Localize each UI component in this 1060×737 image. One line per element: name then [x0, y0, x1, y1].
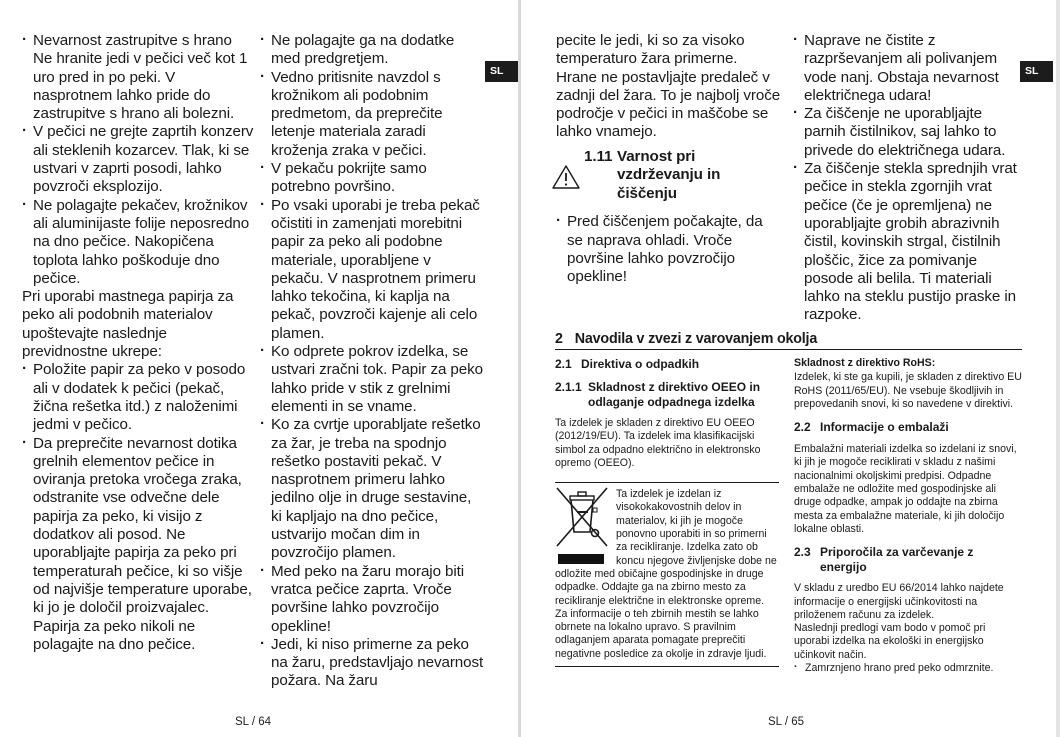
- warning-triangle-icon: [551, 164, 581, 190]
- page-edge: [1056, 0, 1060, 737]
- paragraph: V skladu z uredbo EU 66/2014 lahko najdete informacije o energijski učinkovitosti na priloženem računu za izdelek.: [794, 582, 1004, 621]
- language-tab: SL: [485, 61, 518, 82]
- section-heading-1-11: [556, 148, 781, 204]
- section-title: Navodila v zvezi z varovanjem okolja: [574, 331, 818, 347]
- list-item: · Nevarnost zastrupitve s hrano Ne hranite jedi v pečici več kot 1 uro pred in po peki. V nasprotnem lahko pride do zastrupitve s hrano ali bolezni.: [22, 32, 254, 123]
- rohs-heading: Skladnost z direktivo RoHS:: [794, 357, 936, 369]
- left-page: [0, 0, 518, 737]
- section-heading-2-1-1: 2.1.1 Skladnost z direktivo OEEO in odlaganje odpadnega izdelka: [555, 380, 761, 409]
- list-item: · Naprave ne čistite z razprševanjem ali polivanjem vode nanj. Obstaja nevarnost električnega udara!: [793, 32, 1023, 105]
- section-number: 1.11: [584, 147, 613, 165]
- right-column-2: [793, 32, 1023, 325]
- paragraph: Naslednji predlogi vam bodo v pomoč pri uporabi izdelka na ekološki in energijsko učinkovit način.: [794, 622, 986, 661]
- paragraph: Embalažni materiali izdelka so izdelani iz snovi, ki jih je mogoče reciklirati v skladu z našimi nacionalnimi okoljskimi predpisi. Odpadne embalaže ne odložite med gospodinjske ali druge odpadke, ampak jo oddajte na zbirna mesta za embalažne materiale, ki jih določijo lokalne oblasti.: [794, 443, 1017, 535]
- list-item: · Položite papir za peko v posodo ali v dodatek k pečici (pekač, žična rešetka itd.) z naloženimi jedmi v pečico.: [22, 361, 254, 434]
- bullet-list: [794, 662, 1022, 675]
- language-tab: SL: [1020, 61, 1053, 82]
- list-item: · Jedi, ki niso primerne za peko na žaru, predstavljajo nevarnost požara. Na žaru: [260, 636, 485, 691]
- paragraph: Izdelek, ki ste ga kupili, je skladen z direktivo EU RoHS (2011/65/EU). Ne vsebuje škodljivih in prepovedanih snovi, ki so navedene v direktivi.: [794, 371, 1022, 410]
- bullet-list: [22, 32, 254, 288]
- paragraph: pecite le jedi, ki so za visoko temperaturo žara primerne. Hrane ne postavljajte predaleč v zadnji del žara. To je najbolj vroče področje v pečici in maščobe se lahko vnamejo.: [556, 32, 781, 141]
- section-2-right-column: [794, 357, 1022, 675]
- right-column-1: [556, 32, 781, 286]
- list-item: · Pred čiščenjem počakajte, da se naprava ohladi. Vroče površine lahko povzročijo opekline!: [556, 213, 781, 286]
- paragraph: Ta izdelek je skladen z direktivo EU OEEO (2012/19/EU). Ta izdelek ima klasifikacijski simbol za odpadno električno in elektronsko opremo (OEEO).: [555, 417, 761, 469]
- section-2-heading: [555, 331, 1022, 350]
- paragraph: Pri uporabi mastnega papirja za peko ali podobnih materialov upoštevajte naslednje previdnostne ukrepe:: [22, 288, 234, 361]
- list-item: · Za čiščenje ne uporabljajte parnih čistilnikov, saj lahko to privede do električnega udara.: [793, 105, 1023, 160]
- list-item: · Vedno pritisnite navzdol s krožnikom ali podobnim predmetom, da preprečite letenje materiala zaradi kroženja zraka v pečici.: [260, 69, 485, 160]
- weee-notice-box: [555, 482, 779, 667]
- crossed-out-bin-icon: [555, 486, 613, 566]
- list-item: · Ne polagajte ga na dodatke med predgretjem.: [260, 32, 485, 69]
- page-number: SL / 65: [768, 716, 805, 728]
- bullet-list: [556, 213, 781, 286]
- list-item: · V pekaču pokrijte samo potrebno površino.: [260, 160, 485, 197]
- list-item: · Zamrznjeno hrano pred peko odmrznite.: [794, 662, 1022, 675]
- section-number: 2: [555, 331, 563, 347]
- list-item: · Po vsaki uporabi je treba pekač očistiti in zamenjati morebitni papir za peko ali podobne materiale, uporabljene v pekaču. V nasprotnem primeru lahko tekočina, ki kaplja na pekač, povzroči kajenje ali celo plamen.: [260, 197, 485, 343]
- list-item: · Da preprečite nevarnost dotika grelnih elementov pečice in oviranja pretoka vročega zraka, odstranite vse odvečne dele papirja za peko, ki visijo z dodatkov ali posod. Ne uporabljajte papirja za peko pri temperaturah pečice, ki so višje od najvišje temperature uporabe, ki jo je določil proizvajalec. Papirja za peko nikoli ne polagajte na dno pečice.: [22, 435, 254, 655]
- section-heading-2-3: 2.3 Priporočila za varčevanje z energijo: [794, 545, 974, 575]
- page-number: SL / 64: [235, 716, 272, 728]
- weee-text: Ta izdelek je izdelan iz visokokakovostnih delov in materialov, ki jih je mogoče ponovno uporabiti in so primerni za recikliranje. Izdelka zato ob koncu njegove življenjske dobe ne odložite med običajne gospodinjske in druge odpadke. Oddajte ga na zbirno mesto za recikliranje električne in elektronske opreme. Za informacije o teh zbirnih mestih se lahko obrnete na lokalno upravo. S pravilnim odlaganjem aparata pomagate preprečiti negativne posledice za okolje in zdravje ljudi.: [555, 488, 777, 660]
- right-page: [521, 0, 1056, 737]
- list-item: · Med peko na žaru morajo biti vratca pečice zaprta. Vroče površine lahko povzročijo opekline!: [260, 563, 485, 636]
- section-title: Varnost pri vzdrževanju in čiščenju: [617, 147, 721, 202]
- list-item: · Ko odprete pokrov izdelka, se ustvari zračni tok. Papir za peko lahko pride v stik z grelnimi elementi in se vname.: [260, 343, 485, 416]
- section-heading-2-2: 2.2 Informacije o embalaži: [794, 420, 949, 435]
- list-item: · Za čiščenje stekla sprednjih vrat pečice in stekla zgornjih vrat pečice (če je opremljena) ne uporabljajte grobih abrazivnih čistil, kovinskih strgal, čistilnih ploščic, žice za pomivanje posode ali belila. Ti materiali lahko na steklu pustijo praske in razpoke.: [793, 160, 1023, 325]
- left-column-1: [22, 32, 254, 654]
- section-2-left-column: [555, 357, 779, 667]
- list-item: · V pečici ne grejte zaprtih konzerv ali steklenih kozarcev. Tlak, ki se ustvari v zaprti posodi, lahko povzroči eksplozijo.: [22, 123, 254, 196]
- bullet-list: [260, 32, 485, 691]
- list-item: · Ko za cvrtje uporabljate rešetko za žar, je treba na spodnjo rešetko postaviti pekač. V nasprotnem primeru lahko jedilno olje in druge sestavine, ki kapljajo na dno pečice, ustvarijo močan dim in povzročijo plamen.: [260, 416, 485, 562]
- bullet-list: [22, 361, 254, 654]
- list-item: · Ne polagajte pekačev, krožnikov ali aluminijaste folije neposredno na dno pečice. Nakopičena toplota lahko poškoduje dno pečice.: [22, 197, 254, 288]
- section-heading-2-1: 2.1 Direktiva o odpadkih: [555, 357, 700, 371]
- left-column-2: [260, 32, 485, 691]
- bullet-list: [793, 32, 1023, 325]
